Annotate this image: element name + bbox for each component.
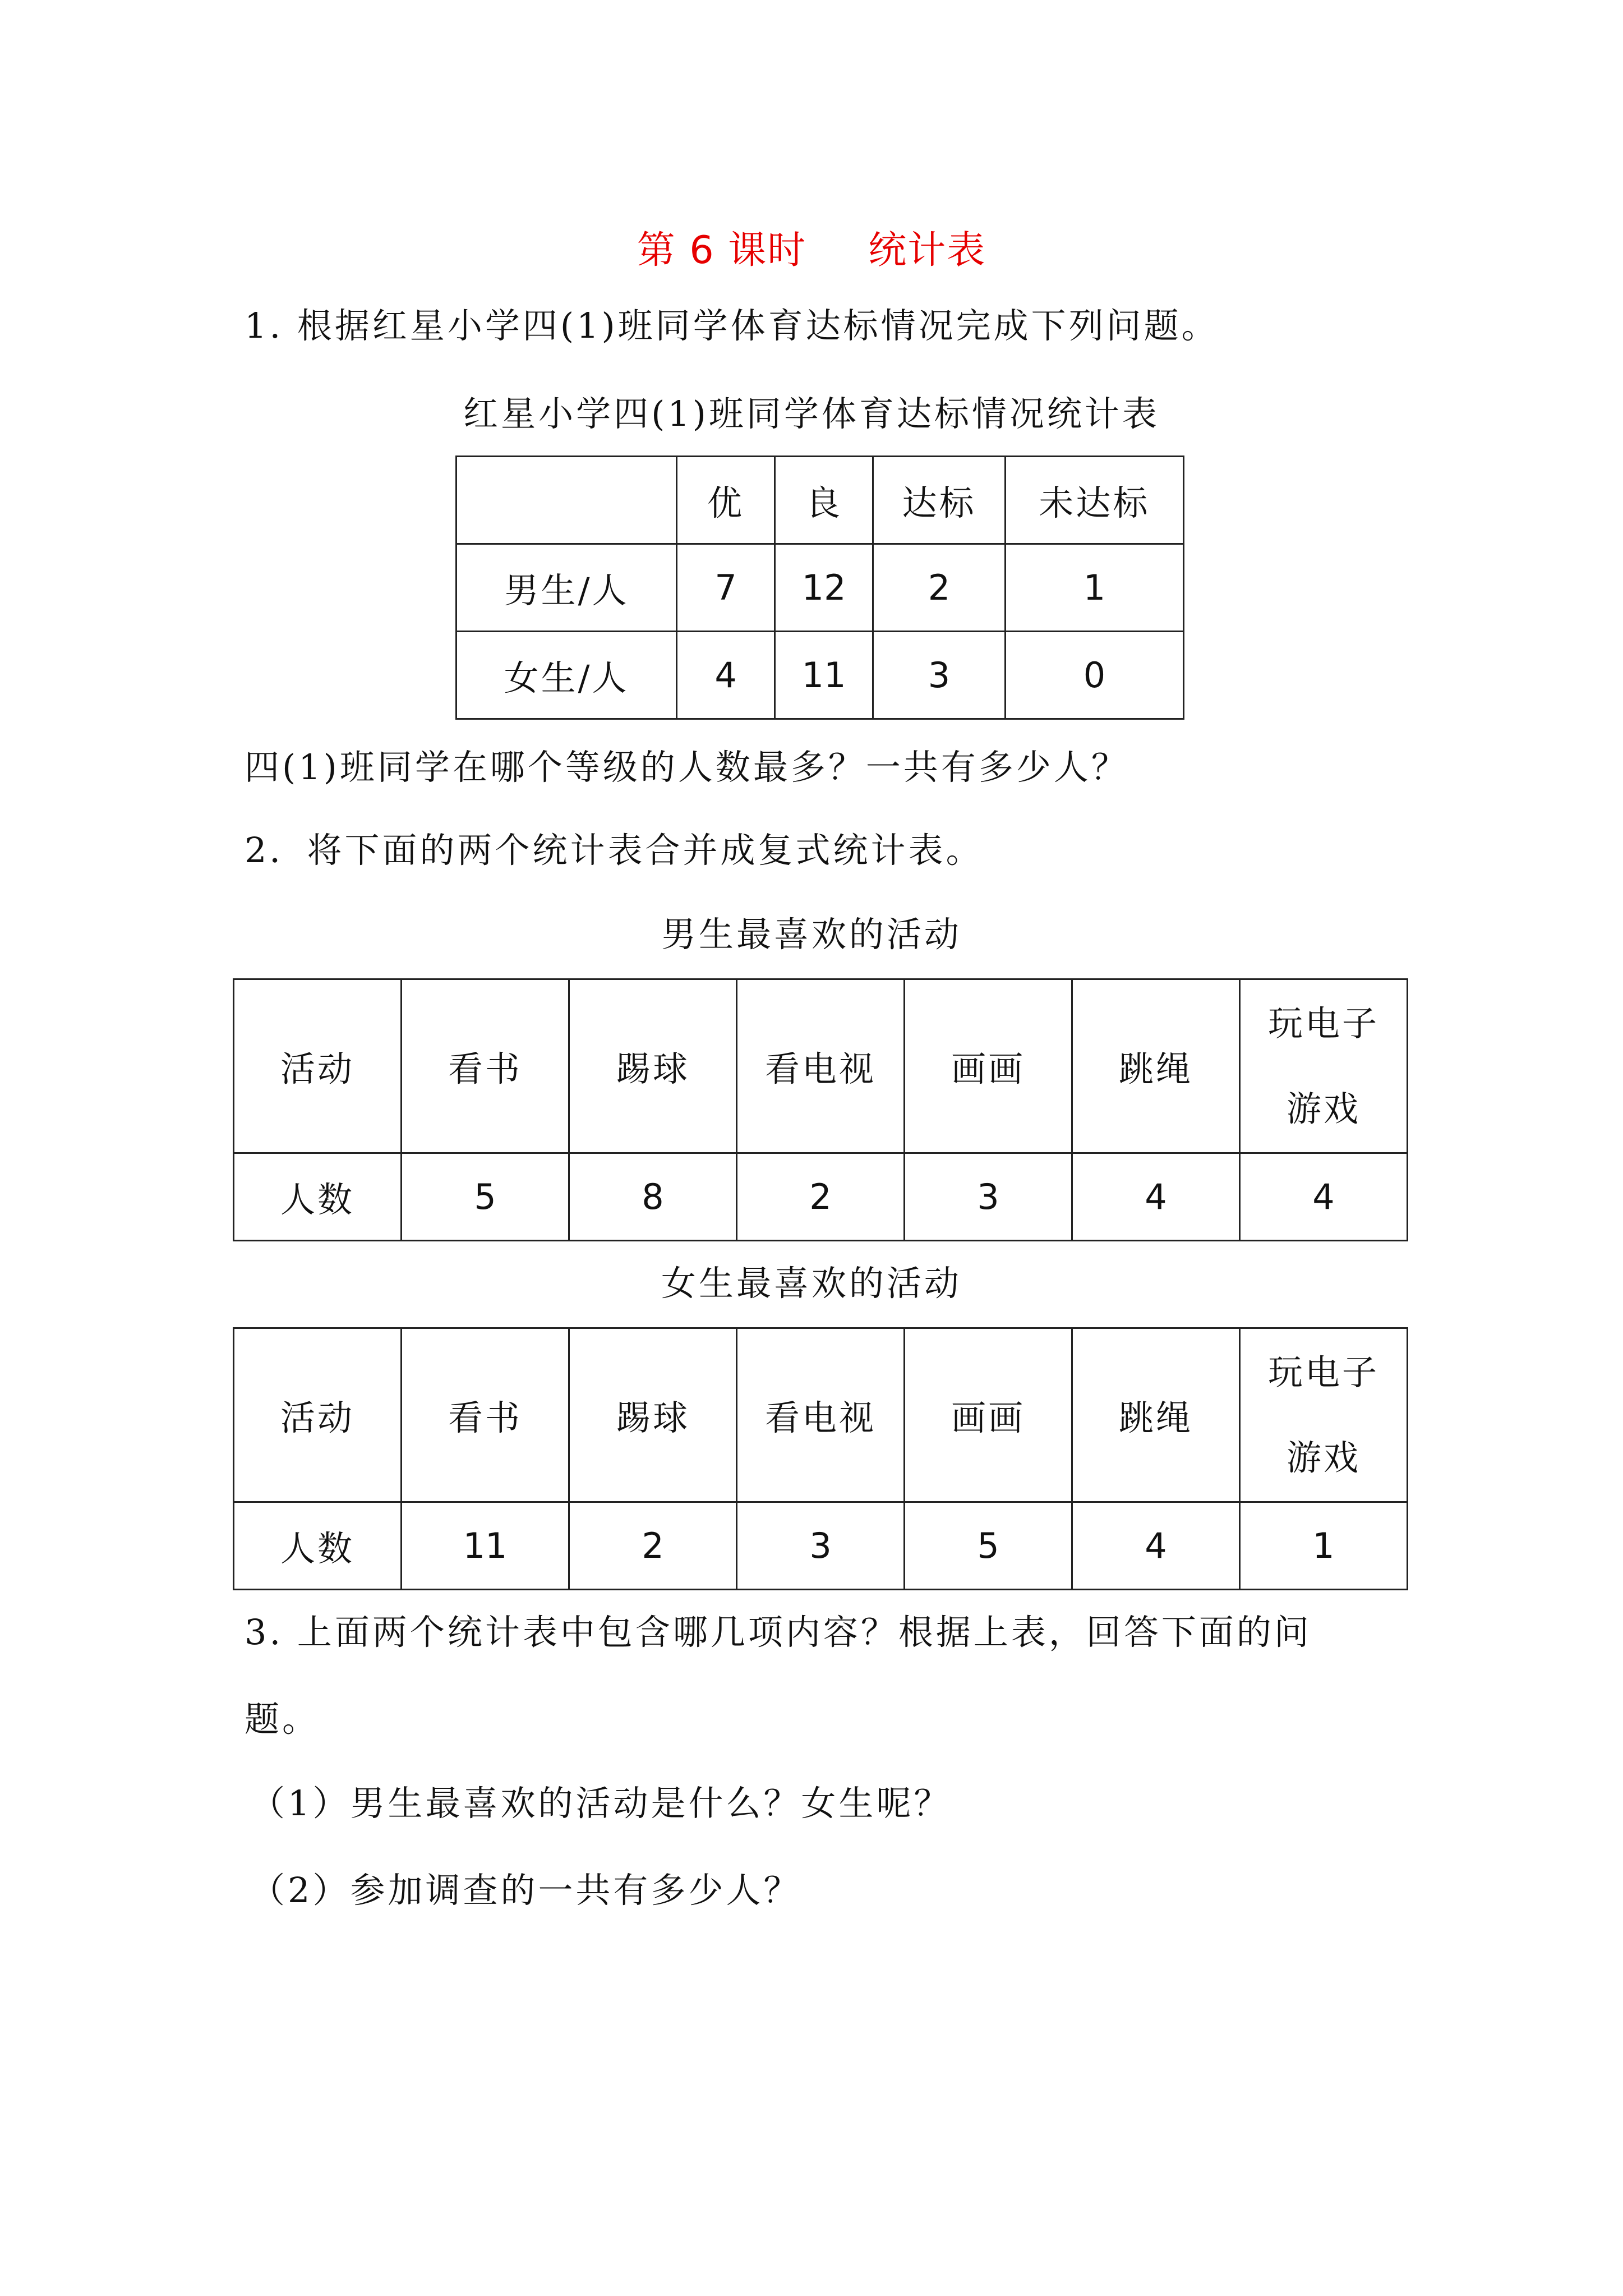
row-label: 人数 bbox=[234, 1153, 402, 1241]
row-label: 男生/人 bbox=[457, 544, 677, 632]
table-cell: 11 bbox=[775, 632, 873, 719]
row-label: 人数 bbox=[234, 1502, 402, 1590]
table-cell: 跳绳 bbox=[1072, 979, 1240, 1153]
table-cell: 看书 bbox=[402, 979, 569, 1153]
girls-activity-table bbox=[233, 1327, 1408, 1590]
table-cell bbox=[1239, 1328, 1407, 1502]
table-row bbox=[234, 979, 1408, 1153]
question-1-prompt: 四(1)班同学在哪个等级的人数最多？一共有多少人？ bbox=[245, 747, 1129, 788]
row-label: 活动 bbox=[234, 979, 402, 1153]
table-row bbox=[234, 1328, 1408, 1502]
cell-line: 玩电子 bbox=[1267, 1351, 1379, 1393]
table-cell: 踢球 bbox=[569, 1328, 737, 1502]
table-cell: 4 bbox=[1072, 1153, 1240, 1241]
table-cell: 3 bbox=[737, 1502, 905, 1590]
table-row bbox=[457, 544, 1184, 632]
table-row bbox=[457, 632, 1184, 719]
table-cell: 3 bbox=[905, 1153, 1072, 1241]
header-cell: 优 bbox=[677, 457, 775, 544]
table-cell: 7 bbox=[677, 544, 775, 632]
question-1-text: 1. 根据红星小学四(1)班同学体育达标情况完成下列问题。 bbox=[245, 305, 1219, 346]
header-cell bbox=[457, 457, 677, 544]
table-1-caption: 红星小学四(1)班同学体育达标情况统计表 bbox=[463, 393, 1160, 434]
table-cell: 踢球 bbox=[569, 979, 737, 1153]
table-cell: 1 bbox=[1239, 1502, 1407, 1590]
row-label: 活动 bbox=[234, 1328, 402, 1502]
cell-line: 玩电子 bbox=[1267, 1002, 1379, 1044]
table-cell: 5 bbox=[402, 1153, 569, 1241]
cell-line: 游戏 bbox=[1286, 1088, 1361, 1129]
page-title bbox=[0, 220, 1623, 274]
table-cell: 2 bbox=[737, 1153, 905, 1241]
fitness-table bbox=[455, 455, 1184, 720]
girls-table-caption: 女生最喜欢的活动 bbox=[661, 1263, 962, 1304]
table-cell: 2 bbox=[873, 544, 1006, 632]
table-cell: 12 bbox=[775, 544, 873, 632]
table-cell: 3 bbox=[873, 632, 1006, 719]
table-cell: 看电视 bbox=[737, 1328, 905, 1502]
table-cell: 0 bbox=[1005, 632, 1183, 719]
table-row bbox=[234, 1153, 1408, 1241]
question-3-sub-2: （2）参加调查的一共有多少人？ bbox=[250, 1870, 801, 1911]
header-cell: 未达标 bbox=[1005, 457, 1183, 544]
header-cell: 达标 bbox=[873, 457, 1006, 544]
table-header-row bbox=[457, 457, 1184, 544]
table-cell: 看电视 bbox=[737, 979, 905, 1153]
table-cell: 1 bbox=[1005, 544, 1183, 632]
table-cell: 4 bbox=[1072, 1502, 1240, 1590]
lesson-number: 第 6 课时 bbox=[637, 228, 807, 273]
table-cell: 11 bbox=[401, 1502, 569, 1590]
header-cell: 良 bbox=[775, 457, 873, 544]
question-3-sub-1: （1）男生最喜欢的活动是什么？女生呢？ bbox=[250, 1783, 952, 1824]
question-3-text-cont: 题。 bbox=[245, 1699, 320, 1740]
table-cell: 4 bbox=[677, 632, 775, 719]
cell-line: 游戏 bbox=[1286, 1437, 1361, 1478]
table-cell: 画画 bbox=[905, 1328, 1072, 1502]
question-2-text: 2．将下面的两个统计表合并成复式统计表。 bbox=[245, 830, 984, 871]
row-label: 女生/人 bbox=[457, 632, 677, 719]
table-cell: 5 bbox=[905, 1502, 1072, 1590]
boys-activity-table bbox=[233, 978, 1408, 1241]
table-cell: 画画 bbox=[905, 979, 1072, 1153]
table-cell: 跳绳 bbox=[1072, 1328, 1240, 1502]
table-cell: 8 bbox=[569, 1153, 737, 1241]
boys-table-caption: 男生最喜欢的活动 bbox=[661, 914, 962, 955]
table-cell: 4 bbox=[1240, 1153, 1408, 1241]
table-row bbox=[234, 1502, 1408, 1590]
table-cell: 2 bbox=[569, 1502, 737, 1590]
question-3-text: 3. 上面两个统计表中包含哪几项内容？根据上表，回答下面的问 bbox=[245, 1612, 1312, 1653]
table-cell: 看书 bbox=[401, 1328, 569, 1502]
table-cell bbox=[1240, 979, 1408, 1153]
lesson-topic: 统计表 bbox=[868, 228, 986, 273]
